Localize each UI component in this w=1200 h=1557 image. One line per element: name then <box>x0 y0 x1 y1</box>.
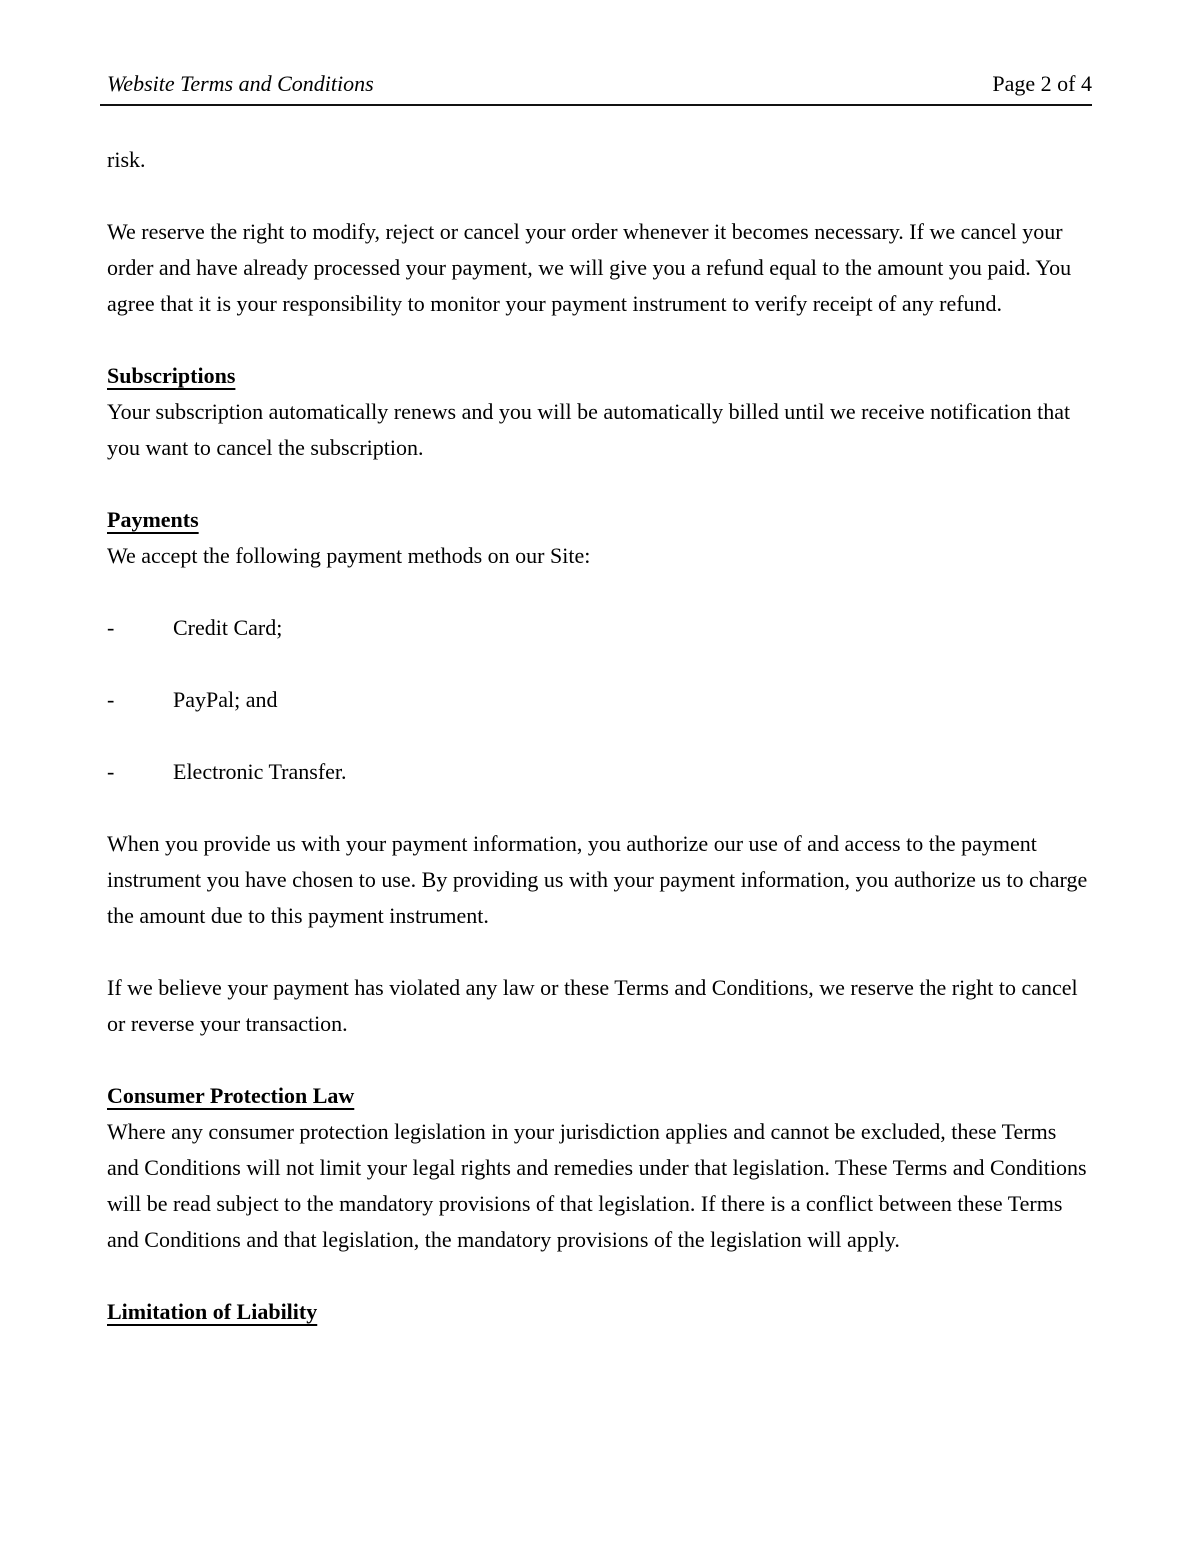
paragraph-payment-violation: If we believe your payment has violated any law or these Terms and Conditions, we reserve the right to cancel or reverse your transaction. <box>107 975 1078 1036</box>
payment-method-label: PayPal; and <box>173 687 278 712</box>
document-body <box>107 142 1092 1330</box>
list-dash: - <box>107 759 115 784</box>
list-dash: - <box>107 615 115 640</box>
paragraph-payments-intro: We accept the following payment methods on our Site: <box>107 543 591 568</box>
page-header <box>100 66 1092 106</box>
page-number: Page 2 of 4 <box>992 71 1092 96</box>
paragraph-payment-authorization: When you provide us with your payment information, you authorize our use of and access to the payment instrument you have chosen to use. By providing us with your payment information, you authorize us to charge the amount due to this payment instrument. <box>107 831 1088 928</box>
payment-method-item <box>107 682 1092 718</box>
section-heading-subscriptions: Subscriptions <box>107 363 236 388</box>
paragraph-risk-fragment: risk. <box>107 147 146 172</box>
paragraph-subscriptions: Your subscription automatically renews and you will be automatically billed until we receive notification that you want to cancel the subscription. <box>107 399 1071 460</box>
paragraph-consumer-protection: Where any consumer protection legislation in your jurisdiction applies and cannot be excluded, these Terms and Conditions will not limit your legal rights and remedies under that legislation. These Terms and Conditions will be read subject to the mandatory provisions of that legislation. If there is a conflict between these Terms and Conditions and that legislation, the mandatory provisions of the legislation will apply. <box>107 1119 1087 1252</box>
payment-method-item <box>107 610 1092 646</box>
paragraph-order-refund: We reserve the right to modify, reject or cancel your order whenever it becomes necessary. If we cancel your order and have already processed your payment, we will give you a refund equal to the amount you paid. You agree that it is your responsibility to monitor your payment instrument to verify receipt of any refund. <box>107 219 1072 316</box>
section-heading-consumer-protection: Consumer Protection Law <box>107 1083 355 1108</box>
section-heading-payments: Payments <box>107 507 199 532</box>
payment-method-label: Credit Card; <box>173 615 283 640</box>
list-dash: - <box>107 687 115 712</box>
section-heading-limitation-of-liability: Limitation of Liability <box>107 1299 318 1324</box>
payment-method-item <box>107 754 1092 790</box>
payment-method-label: Electronic Transfer. <box>173 759 347 784</box>
document-title: Website Terms and Conditions <box>107 71 374 96</box>
